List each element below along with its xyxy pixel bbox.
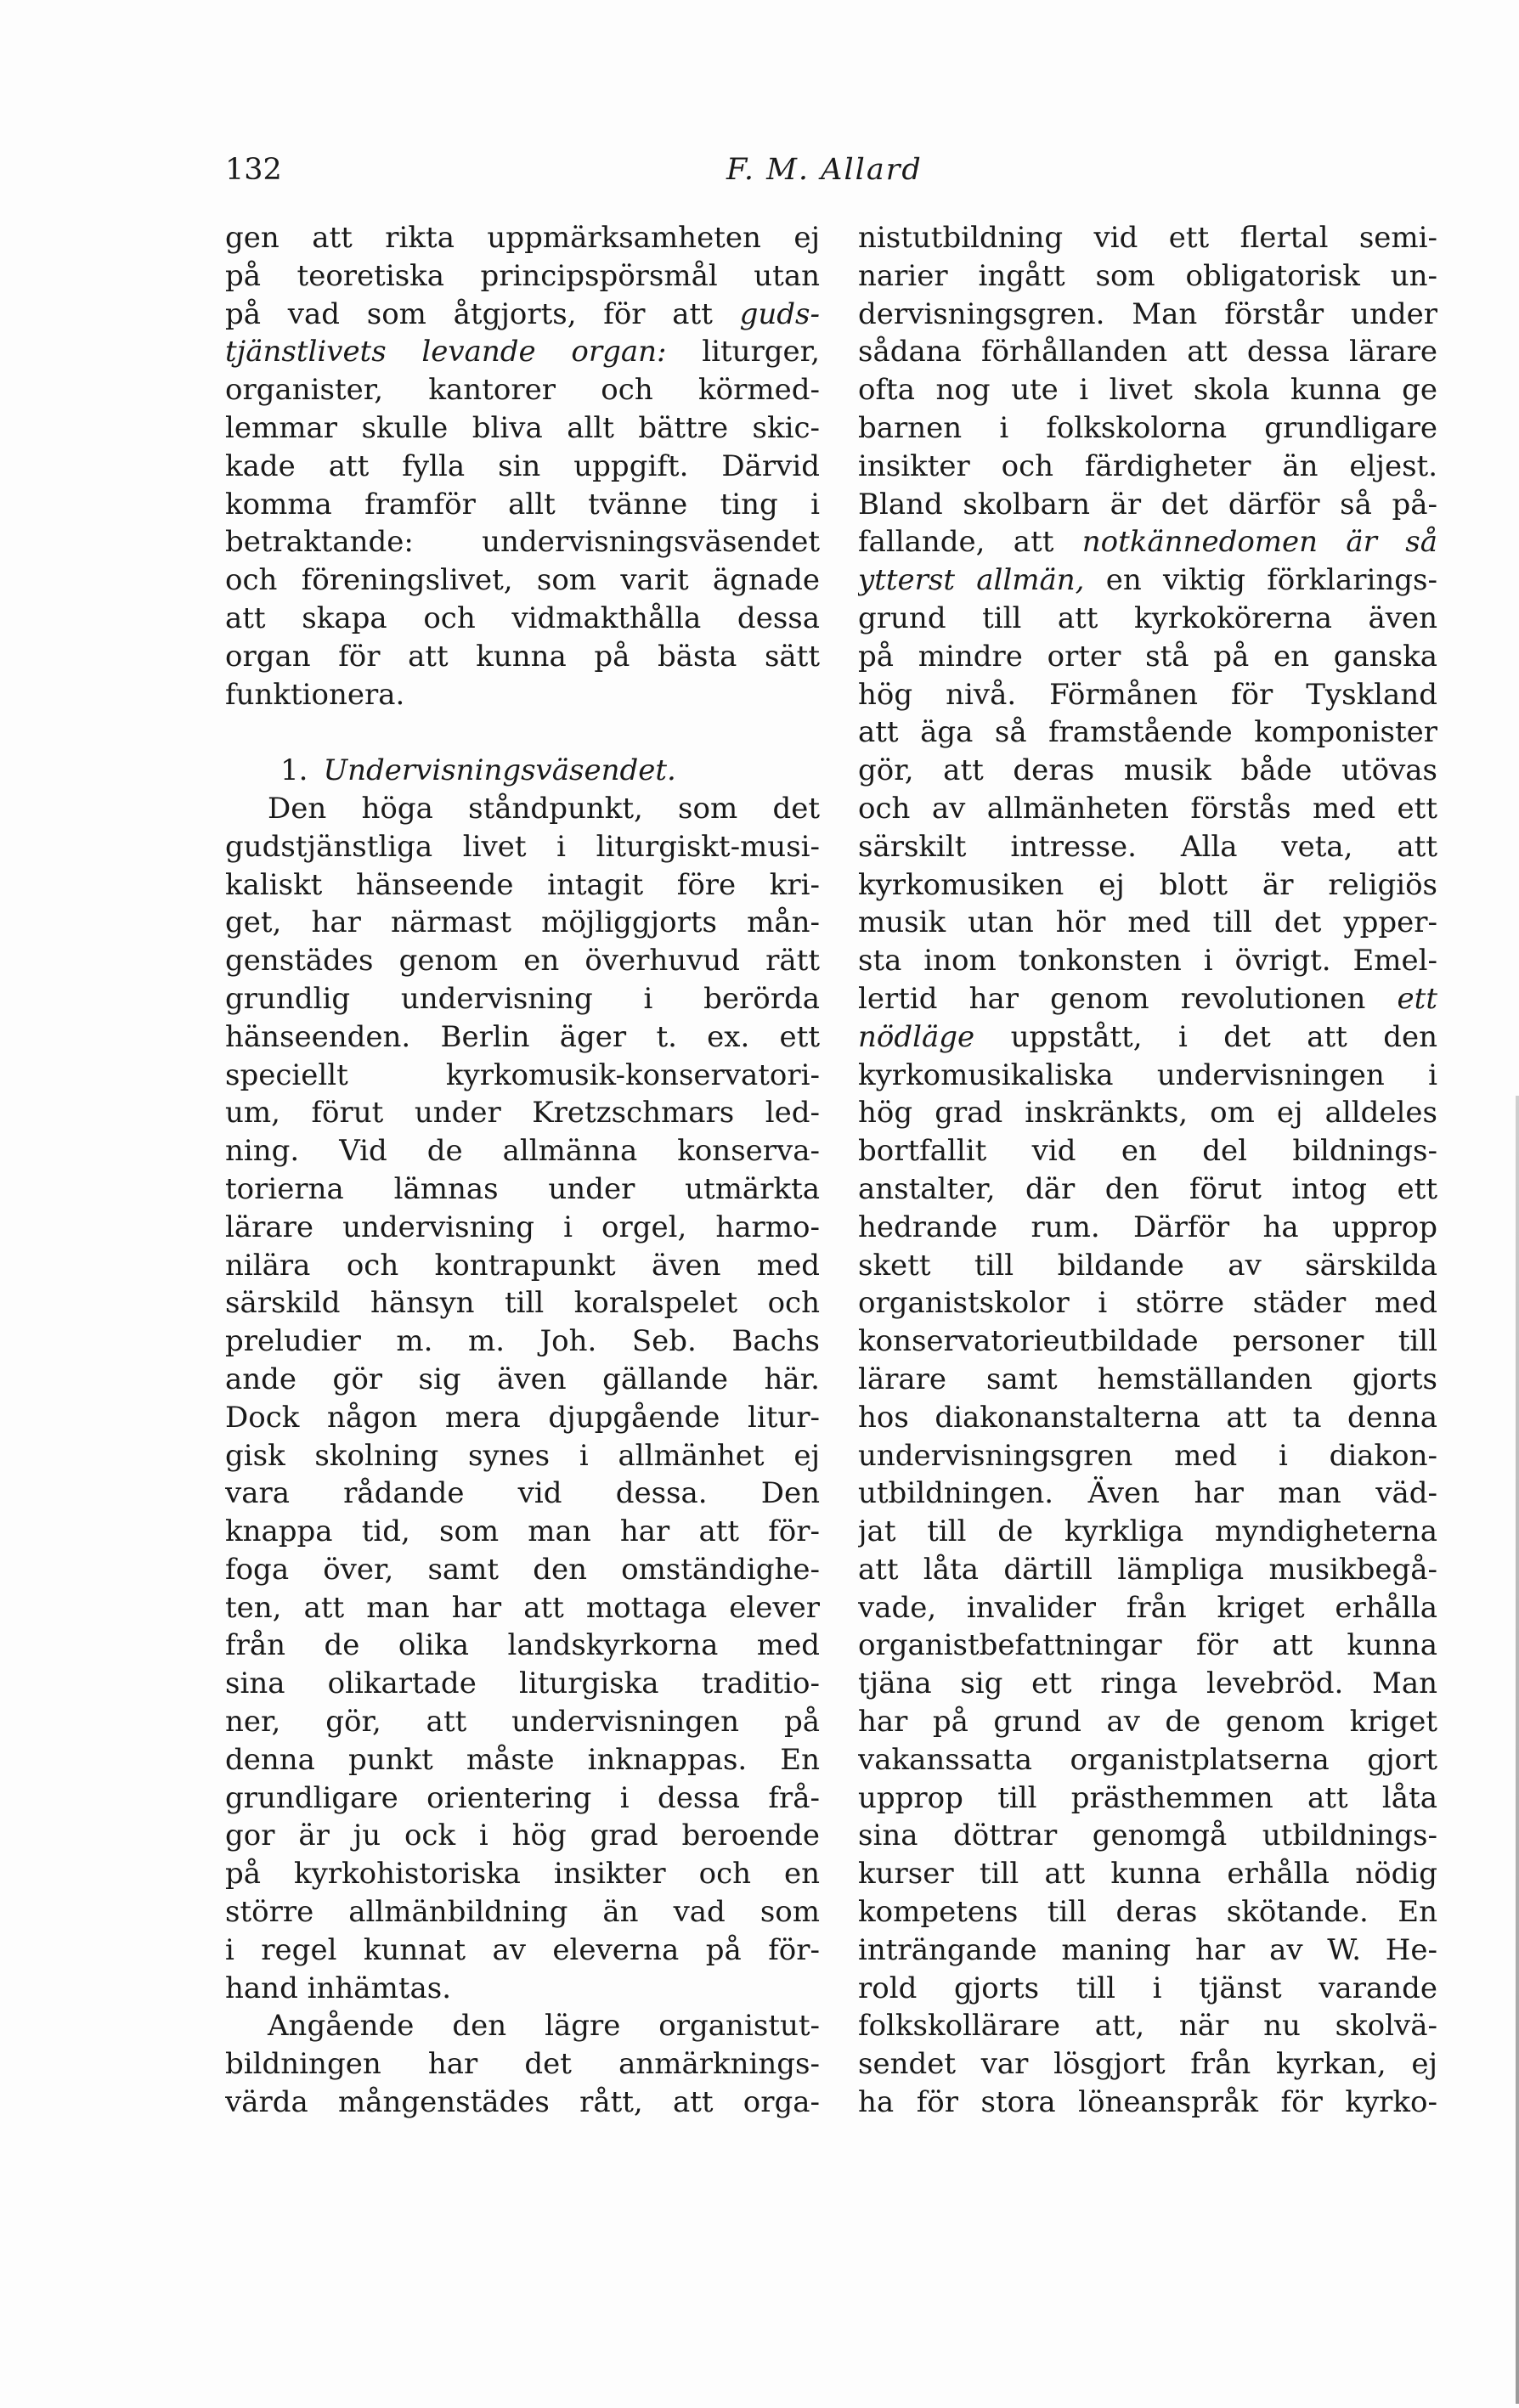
text-run-italic: notkännedomen är så [1081, 525, 1437, 560]
text-line: sta inom tonkonsten i övrigt. Emel- [858, 944, 1437, 978]
text-line: på teoretiska principspörsmål utan [225, 258, 820, 293]
text-line: konservatorieutbildade personer till [858, 1324, 1437, 1359]
text-run: på vad som åtgjorts, för att [225, 296, 740, 331]
text-line: speciellt kyrkomusik-konservatori- [225, 1057, 820, 1092]
text-line: utbildningen. Även har man väd- [858, 1476, 1437, 1511]
text-line: Bland skolbarn är det därför så på- [858, 487, 1437, 522]
text-line: gor är ju ock i hög grad beroende [225, 1819, 820, 1853]
text-line: dervisningsgren. Man förstår under [858, 296, 1437, 331]
text-line: ning. Vid de allmänna konserva- [225, 1134, 820, 1169]
text-line: ten, att man har att mottaga elever [225, 1590, 820, 1625]
text-line: kurser till att kunna erhålla nödig [858, 1857, 1437, 1892]
text-line: nistutbildning vid ett flertal semi- [858, 221, 1437, 255]
text-line [858, 523, 1437, 561]
text-line: sendet var lösgjort från kyrkan, ej [858, 2047, 1437, 2082]
text-line: Den höga ståndpunkt, som det [268, 791, 820, 826]
text-line: grundligare orientering i dessa frå- [225, 1780, 820, 1815]
text-line: genstädes genom en överhuvud rätt [225, 944, 820, 978]
text-run: uppstått, i det att den [974, 1019, 1437, 1054]
text-line: rold gjorts till i tjänst varande [858, 1971, 1437, 2005]
text-line: hög nivå. Förmånen för Tyskland [858, 677, 1437, 712]
text-run: lertid har genom revolutionen [858, 981, 1398, 1016]
text-run-italic: guds- [739, 296, 820, 331]
text-line: barnen i folkskolorna grundligare [858, 410, 1437, 445]
text-line: Dock någon mera djupgående litur- [225, 1400, 820, 1435]
page-number: 132 [225, 153, 282, 187]
paragraph-gap [225, 713, 820, 752]
text-line: hedrande rum. Därför ha upprop [858, 1210, 1437, 1244]
text-line: att skapa och vidmakthålla dessa [225, 601, 820, 635]
text-line: gör, att deras musik både utövas [858, 753, 1437, 788]
text-line: um, förut under Kretzschmars led- [225, 1096, 820, 1131]
section-title: Undervisningsväsendet. [323, 753, 676, 788]
text-line: lärare undervisning i orgel, harmo- [225, 1210, 820, 1244]
text-line: på kyrkohistoriska insikter och en [225, 1857, 820, 1892]
text-line [858, 561, 1437, 600]
text-run-italic: tjänstlivets levande organ: [225, 335, 667, 369]
text-line: hand inhämtas. [225, 1971, 452, 2005]
text-line: jat till de kyrkliga myndigheterna [858, 1514, 1437, 1549]
text-line: lärare samt hemställanden gjorts [858, 1362, 1437, 1396]
text-run: fallande, att [858, 525, 1082, 560]
text-line: sina döttrar genomgå utbildnings- [858, 1819, 1437, 1853]
text-line: knappa tid, som man har att för- [225, 1514, 820, 1549]
text-line: ner, gör, att undervisningen på [225, 1705, 820, 1740]
text-line: insikter och färdigheter än eljest. [858, 448, 1437, 483]
text-line: bortfallit vid en del bildnings- [858, 1134, 1437, 1169]
text-line: skett till bildande av särskilda [858, 1248, 1437, 1283]
text-line: från de olika landskyrkorna med [225, 1628, 820, 1663]
text-line [225, 333, 820, 371]
text-line: gisk skolning synes i allmänhet ej [225, 1438, 820, 1473]
text-line: lemmar skulle bliva allt bättre skic- [225, 410, 820, 445]
text-line [858, 1018, 1437, 1057]
text-run-italic: ett [1397, 981, 1437, 1016]
text-line: funktionera. [225, 677, 405, 712]
text-line: kyrkomusikaliska undervisningen i [858, 1057, 1437, 1092]
text-line: att äga så framstående komponister [858, 715, 1437, 750]
text-line: större allmänbildning än vad som [225, 1895, 820, 1930]
text-line: undervisningsgren med i diakon- [858, 1438, 1437, 1473]
text-line: vakanssatta organistplatserna gjort [858, 1742, 1437, 1777]
text-line: foga över, samt den omständighe- [225, 1552, 820, 1587]
text-line: grund till att kyrkokörerna även [858, 601, 1437, 635]
text-run: liturger, [666, 335, 820, 369]
text-line [225, 296, 820, 334]
text-line: denna punkt måste inknappas. En [225, 1742, 820, 1777]
text-run-italic: ytterst allmän, [858, 563, 1085, 598]
text-line: kompetens till deras skötande. En [858, 1895, 1437, 1930]
text-line: betraktande: undervisningsväsendet [225, 525, 820, 560]
text-line: hög grad inskränkts, om ej alldeles [858, 1096, 1437, 1131]
text-line: på mindre orter stå på en ganska [858, 639, 1437, 674]
text-line: organ för att kunna på bästa sätt [225, 639, 820, 674]
text-line: vara rådande vid dessa. Den [225, 1476, 820, 1511]
text-line: särskilt intresse. Alla veta, att [858, 829, 1437, 864]
text-line: sina olikartade liturgiska traditio- [225, 1666, 820, 1701]
section-number: 1. [280, 753, 308, 788]
text-line: i regel kunnat av eleverna på för- [225, 1932, 820, 1967]
text-line [858, 980, 1437, 1018]
text-line: värda mångenstädes rått, att orga- [225, 2085, 820, 2120]
text-line: nilära och kontrapunkt även med [225, 1248, 820, 1283]
page-header [225, 153, 1287, 195]
text-line: och föreningslivet, som varit ägnade [225, 563, 820, 598]
text-line: preludier m. m. Joh. Seb. Bachs [225, 1324, 820, 1359]
right-column [858, 219, 1437, 2122]
text-line: tjäna sig ett ringa levebröd. Man [858, 1666, 1437, 1701]
text-line: vade, invalider från kriget erhålla [858, 1590, 1437, 1625]
text-line: upprop till prästhemmen att låta [858, 1780, 1437, 1815]
text-line: och av allmänheten förstås med ett [858, 791, 1437, 826]
text-line: organister, kantorer och körmed- [225, 373, 820, 408]
text-line: komma framför allt tvänne ting i [225, 487, 820, 522]
text-line: narier ingått som obligatorisk un- [858, 258, 1437, 293]
text-line: särskild hänsyn till koralspelet och [225, 1286, 820, 1321]
text-line: grundlig undervisning i berörda [225, 981, 820, 1016]
text-line: sådana förhållanden att dessa lärare [858, 335, 1437, 369]
text-line: ande gör sig även gällande här. [225, 1362, 820, 1396]
text-line: anstalter, där den förut intog ett [858, 1171, 1437, 1206]
text-line: att låta därtill lämpliga musikbegå- [858, 1552, 1437, 1587]
scan-edge-shadow [1516, 1096, 1519, 2404]
text-line: kyrkomusiken ej blott är religiös [858, 867, 1437, 902]
text-line: musik utan hör med till det ypper- [858, 905, 1437, 940]
text-line: organistbefattningar för att kunna [858, 1628, 1437, 1663]
text-line: gen att rikta uppmärksamheten ej [225, 221, 820, 255]
text-line: folkskollärare att, när nu skolvä- [858, 2009, 1437, 2044]
text-line: gudstjänstliga livet i liturgiskt-musi- [225, 829, 820, 864]
text-line: ha för stora löneanspråk för kyrko- [858, 2085, 1437, 2120]
text-line: ofta nog ute i livet skola kunna ge [858, 373, 1437, 408]
text-line: hos diakonanstalterna att ta denna [858, 1400, 1437, 1435]
text-run: en viktig förklarings- [1084, 563, 1437, 598]
text-line: har på grund av de genom kriget [858, 1705, 1437, 1740]
text-line: kade att fylla sin uppgift. Därvid [225, 448, 820, 483]
text-line: Angående den lägre organistut- [268, 2009, 820, 2044]
text-line: organistskolor i större städer med [858, 1286, 1437, 1321]
text-line: torierna lämnas under utmärkta [225, 1171, 820, 1206]
section-heading [225, 752, 820, 790]
text-line: hänseenden. Berlin äger t. ex. ett [225, 1019, 820, 1054]
text-line: bildningen har det anmärknings- [225, 2047, 820, 2082]
text-line: get, har närmast möjliggjorts mån- [225, 905, 820, 940]
running-head: F. M. Allard [726, 153, 923, 187]
text-line: kaliskt hänseende intagit före kri- [225, 867, 820, 902]
text-line: inträngande maning har av W. He- [858, 1932, 1437, 1967]
left-column [225, 219, 820, 2122]
text-run-italic: nödläge [858, 1019, 975, 1054]
